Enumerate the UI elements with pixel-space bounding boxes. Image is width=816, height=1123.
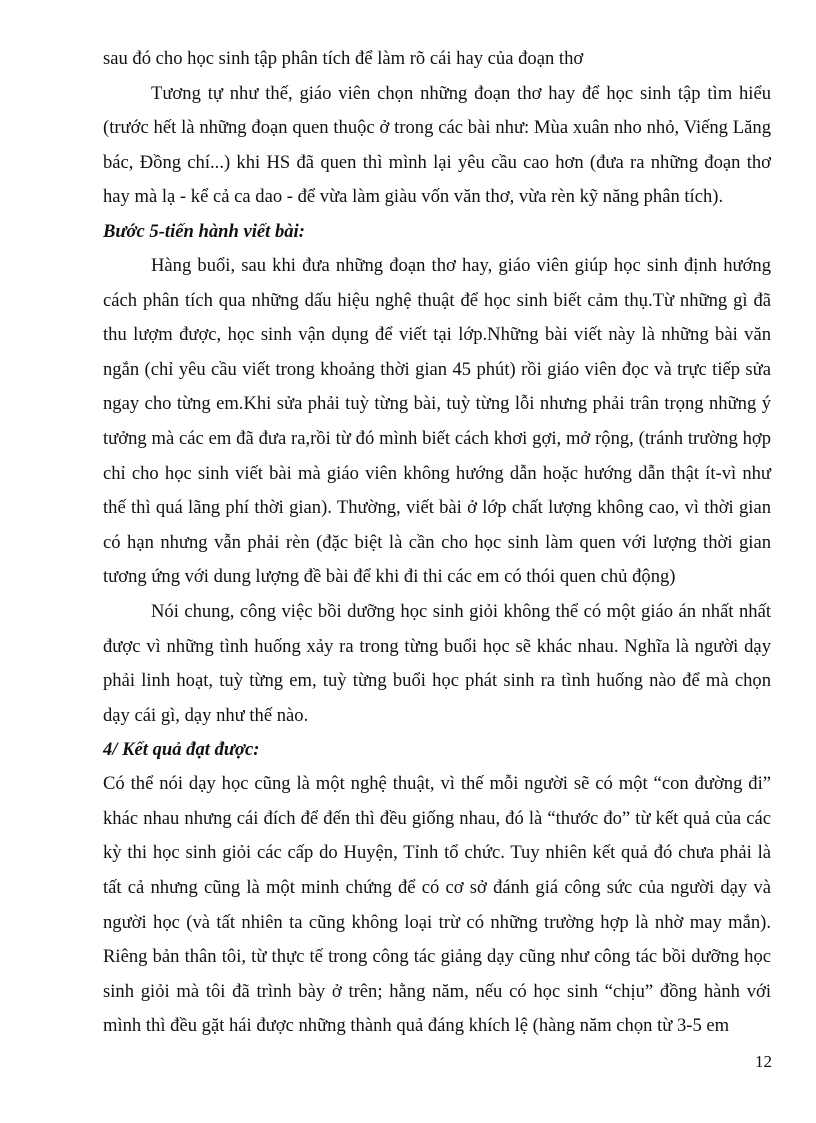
paragraph: sau đó cho học sinh tập phân tích để làm rõ cái hay của đoạn thơ xyxy=(103,48,584,69)
paragraph: Có thể nói dạy học cũng là một nghệ thuật, vì thế mỗi người sẽ có một “con đường đi” khác nhau nhưng cái đích để đến thì đều giống nhau, đó là “thước đo” từ kết quả của các kỳ thi học sinh giỏi các cấp do Huyện, Tỉnh tổ chức. Tuy nhiên kết quả đó chưa phải là tất cả nhưng cũng là một minh chứng để có cơ sở đánh giá công sức của người dạy và người học (và tất nhiên ta cũng không loại trừ có những trường hợp là nhờ may mắn). Riêng bản thân tôi, từ thực tế trong công tác giảng dạy cũng như công tác bồi dưỡng học sinh giỏi mà tôi đã trình bày ở trên; hằng năm, nếu có học sinh “chịu” đồng hành với mình thì đều gặt hái được những thành quả đáng khích lệ (hàng năm chọn từ 3-5 em xyxy=(103,773,771,1037)
section-heading: 4/ Kết quả đạt được: xyxy=(103,739,260,761)
paragraph: Tương tự như thế, giáo viên chọn những đoạn thơ hay để học sinh tập tìm hiểu (trước hết là những đoạn quen thuộc ở trong các bài như: Mùa xuân nho nhỏ, Viếng Lăng bác, Đồng chí...) khi HS đã quen thì mình lại yêu cầu cao hơn (đưa ra những đoạn thơ hay mà lạ - kể cả ca dao - để vừa làm giàu vốn văn thơ, vừa rèn kỹ năng phân tích). xyxy=(103,82,771,208)
paragraph: Nói chung, công việc bồi dưỡng học sinh giỏi không thể có một giáo án nhất nhất được vì những tình huống xảy ra trong từng buổi học sẽ khác nhau. Nghĩa là người dạy phải linh hoạt, tuỳ từng em, tuỳ từng buổi học phát sinh ra tình huống nào để mà chọn dạy cái gì, dạy như thế nào. xyxy=(103,600,771,726)
paragraph: Hàng buổi, sau khi đưa những đoạn thơ hay, giáo viên giúp học sinh định hướng cách phân tích qua những dấu hiệu nghệ thuật để học sinh biết cảm thụ.Từ những gì đã thu lượm được, học sinh vận dụng để viết tại lớp.Những bài viết này là những bài văn ngắn (chỉ yêu cầu viết trong khoảng thời gian 45 phút) rồi giáo viên đọc và trực tiếp sửa ngay cho từng em.Khi sửa phải tuỳ từng bài, tuỳ từng lỗi nhưng phải trân trọng những ý tưởng mà các em đã đưa ra,rồi từ đó mình biết cách khơi gợi, mở rộng, (tránh trường hợp chỉ cho học sinh viết bài mà giáo viên không hướng dẫn hoặc hướng dẫn thật ít-vì như thế thì quá lãng phí thời gian). Thường, viết bài ở lớp chất lượng không cao, vì thời gian có hạn nhưng vẫn phải rèn (đặc biệt là cần cho học sinh làm quen với lượng thời gian tương ứng với dung lượng đề bài để khi đi thi các em có thói quen chủ động) xyxy=(103,254,771,588)
document-body xyxy=(103,42,771,1044)
page-number: 12 xyxy=(755,1052,772,1071)
section-heading: Bước 5-tiến hành viết bài: xyxy=(103,220,305,242)
